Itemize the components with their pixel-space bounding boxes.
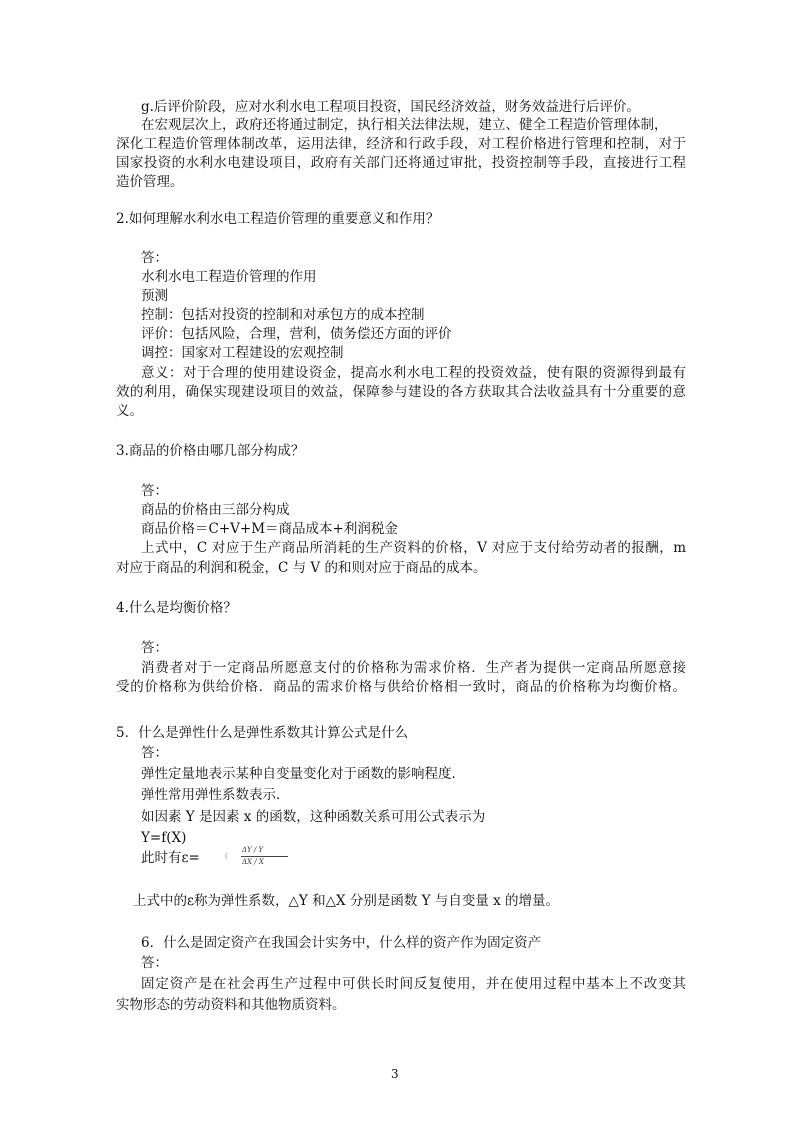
paragraph-line: 造价管理。	[116, 174, 184, 190]
answer-line: 效的利用，确保实现建设项目的效益，保障参与建设的各方获取其合法收益具有十分重要的意	[116, 384, 686, 400]
fraction-denominator: ΔX / X	[242, 858, 264, 866]
answer-line: 固定资产是在社会再生产过程中可供长时间反复使用，并在使用过程中基本上不改变其	[141, 976, 686, 992]
answer-line: 预测	[141, 288, 168, 304]
answer-line: 控制：包括对投资的控制和对承包方的成本控制	[141, 307, 425, 323]
answer-line: 对应于商品的利润和税金，C 与 V 的和则对应于商品的成本。	[116, 560, 487, 576]
answer-line: 商品的价格由三部分构成	[141, 502, 290, 518]
answer-line: 水利水电工程造价管理的作用	[141, 269, 317, 285]
answer-line: 实物形态的劳动资料和其他物质资料。	[116, 997, 346, 1013]
paragraph-line: g.后评价阶段，应对水利水电工程项目投资，国民经济效益，财务效益进行后评价。	[141, 99, 640, 115]
answer-line: 上式中，C 对应于生产商品所消耗的生产资料的价格，V 对应于支付给劳动者的报酬，m	[141, 540, 686, 556]
fraction-bar	[241, 856, 288, 857]
paragraph-line: 在宏观层次上，政府还将通过制定，执行相关法律法规，建立、健全工程造价管理体制，	[141, 117, 668, 133]
paragraph-line: 国家投资的水利水电建设项目，政府有关部门还将通过审批，投资控制等手段，直接进行工程	[116, 155, 686, 171]
answer-line: 意义：对于合理的使用建设资金，提高水利水电工程的投资效益，使有限的资源得到最有	[141, 365, 686, 381]
question-2-heading: 2.如何理解水利水电工程造价管理的重要意义和作用？	[116, 211, 440, 227]
answer-line: 调控：国家对工程建设的宏观控制	[141, 345, 344, 361]
fraction-numerator: ΔY / Y	[242, 846, 264, 854]
answer-line: 弹性常用弹性系数表示．	[141, 787, 290, 803]
answer-label: 答：	[141, 745, 168, 761]
question-4-heading: 4.什么是均衡价格？	[116, 600, 237, 616]
formula-function: Y=f(X)	[141, 830, 187, 846]
question-5-heading: 5．什么是弹性什么是弹性系数其计算公式是什么	[116, 725, 409, 741]
elasticity-fraction	[225, 846, 264, 868]
answer-line: 评价：包括风险，合理，营利，债务偿还方面的评价	[141, 326, 452, 342]
question-6-heading: 6．什么是固定资产在我国会计实务中，什么样的资产作为固定资产	[141, 935, 542, 951]
question-3-heading: 3.商品的价格由哪几部分构成？	[116, 443, 305, 459]
page-number: 3	[391, 1067, 399, 1081]
answer-line: 消费者对于一定商品所愿意支付的价格称为需求价格．生产者为提供一定商品所愿意接	[141, 660, 686, 676]
answer-line: 商品价格＝C+V+M＝商品成本+利润税金	[141, 521, 398, 537]
answer-line: 如因素 Y 是因素 x 的函数，这种函数关系可用公式表示为	[141, 809, 486, 825]
formula-label: 此时有ε=	[141, 850, 200, 866]
answer-line: 弹性定量地表示某种自变量变化对于函数的影响程度．	[141, 766, 465, 782]
answer-label: 答：	[141, 955, 168, 971]
answer-label: 答：	[141, 250, 168, 266]
answer-label: 答：	[141, 483, 168, 499]
answer-line: 义。	[116, 403, 143, 419]
paragraph-line: 深化工程造价管理体制改革，运用法律，经济和行政手段，对工程价格进行管理和控制，对于	[116, 136, 686, 152]
fraction-paren-icon: (	[225, 852, 228, 860]
answer-line: 上式中的ε称为弹性系数，△Y 和△X 分别是函数 Y 与自变量 x 的增量。	[133, 893, 560, 909]
answer-label: 答：	[141, 640, 168, 656]
answer-line: 受的价格称为供给价格．商品的需求价格与供给价格相一致时，商品的价格称为均衡价格。	[116, 679, 686, 695]
